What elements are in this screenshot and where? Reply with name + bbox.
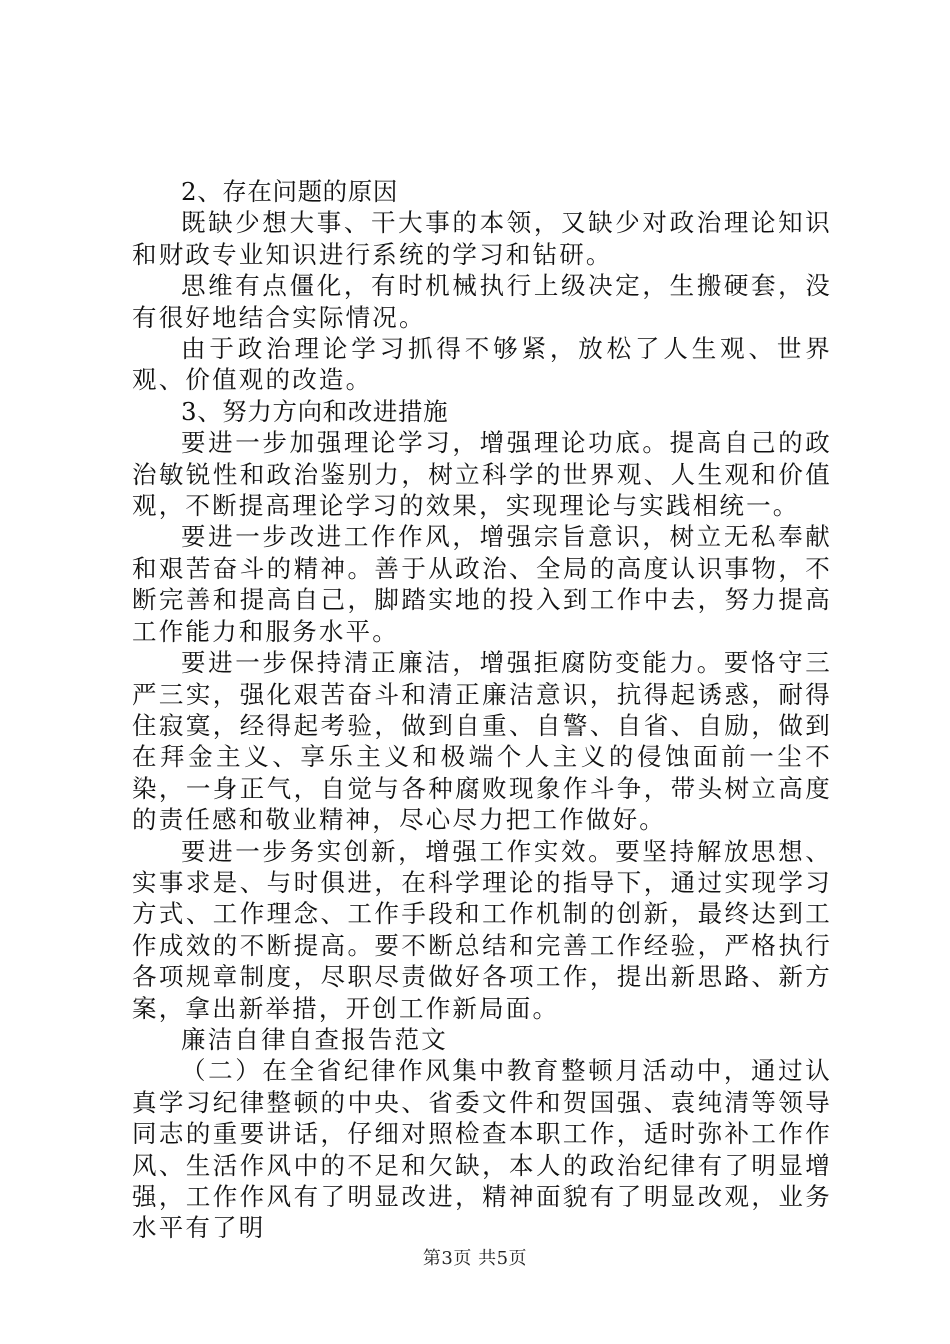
report-title: 廉洁自律自查报告范文	[181, 1024, 448, 1054]
page-number-footer: 第3页 共5页	[422, 1248, 528, 1269]
paragraph: （二）在全省纪律作风集中教育整顿月活动中，通过认真学习纪律整顿的中央、省委文件和贺国强、袁纯清等领导同志的重要讲话，仔细对照检查本职工作，适时弥补工作作风、生活作风中的不足和欠缺，本人的政治纪律有了明显增强，工作作风有了明显改进，精神面貌有了明显改观，业务水平有了明	[132, 1056, 832, 1243]
paragraph: 要进一步加强理论学习，增强理论功底。提高自己的政治敏锐性和政治鉴别力，树立科学的世界观、人生观和价值观，不断提高理论学习的效果，实现理论与实践相统一。	[132, 428, 832, 521]
section-heading-measures: 3、努力方向和改进措施	[181, 396, 449, 426]
paragraph: 既缺少想大事、干大事的本领，又缺少对政治理论知识和财政专业知识进行系统的学习和钻研。	[132, 208, 832, 269]
section-heading-causes: 2、存在问题的原因	[181, 177, 398, 206]
document-body	[132, 176, 832, 1244]
paragraph: 要进一步改进工作作风，增强宗旨意识，树立无私奉献和艰苦奋斗的精神。善于从政治、全局的高度认识事物，不断完善和提高自己，脚踏实地的投入到工作中去，努力提高工作能力和服务水平。	[132, 522, 832, 646]
paragraph: 思维有点僵化，有时机械执行上级决定，生搬硬套，没有很好地结合实际情况。	[132, 271, 832, 332]
paragraph: 要进一步务实创新，增强工作实效。要坚持解放思想、实事求是、与时俱进，在科学理论的指导下，通过实现学习方式、工作理念、工作手段和工作机制的创新，最终达到工作成效的不断提高。要不断总结和完善工作经验，严格执行各项规章制度，尽职尽责做好各项工作，提出新思路、新方案，拿出新举措，开创工作新局面。	[132, 836, 832, 1023]
paragraph: 要进一步保持清正廉洁，增强拒腐防变能力。要恪守三严三实，强化艰苦奋斗和清正廉洁意识，抗得起诱惑，耐得住寂寞，经得起考验，做到自重、自警、自省、自励，做到在拜金主义、享乐主义和极端个人主义的侵蚀面前一尘不染，一身正气，自觉与各种腐败现象作斗争，带头树立高度的责任感和敬业精神，尽心尽力把工作做好。	[132, 648, 832, 835]
paragraph: 由于政治理论学习抓得不够紧，放松了人生观、世界观、价值观的改造。	[132, 334, 832, 395]
